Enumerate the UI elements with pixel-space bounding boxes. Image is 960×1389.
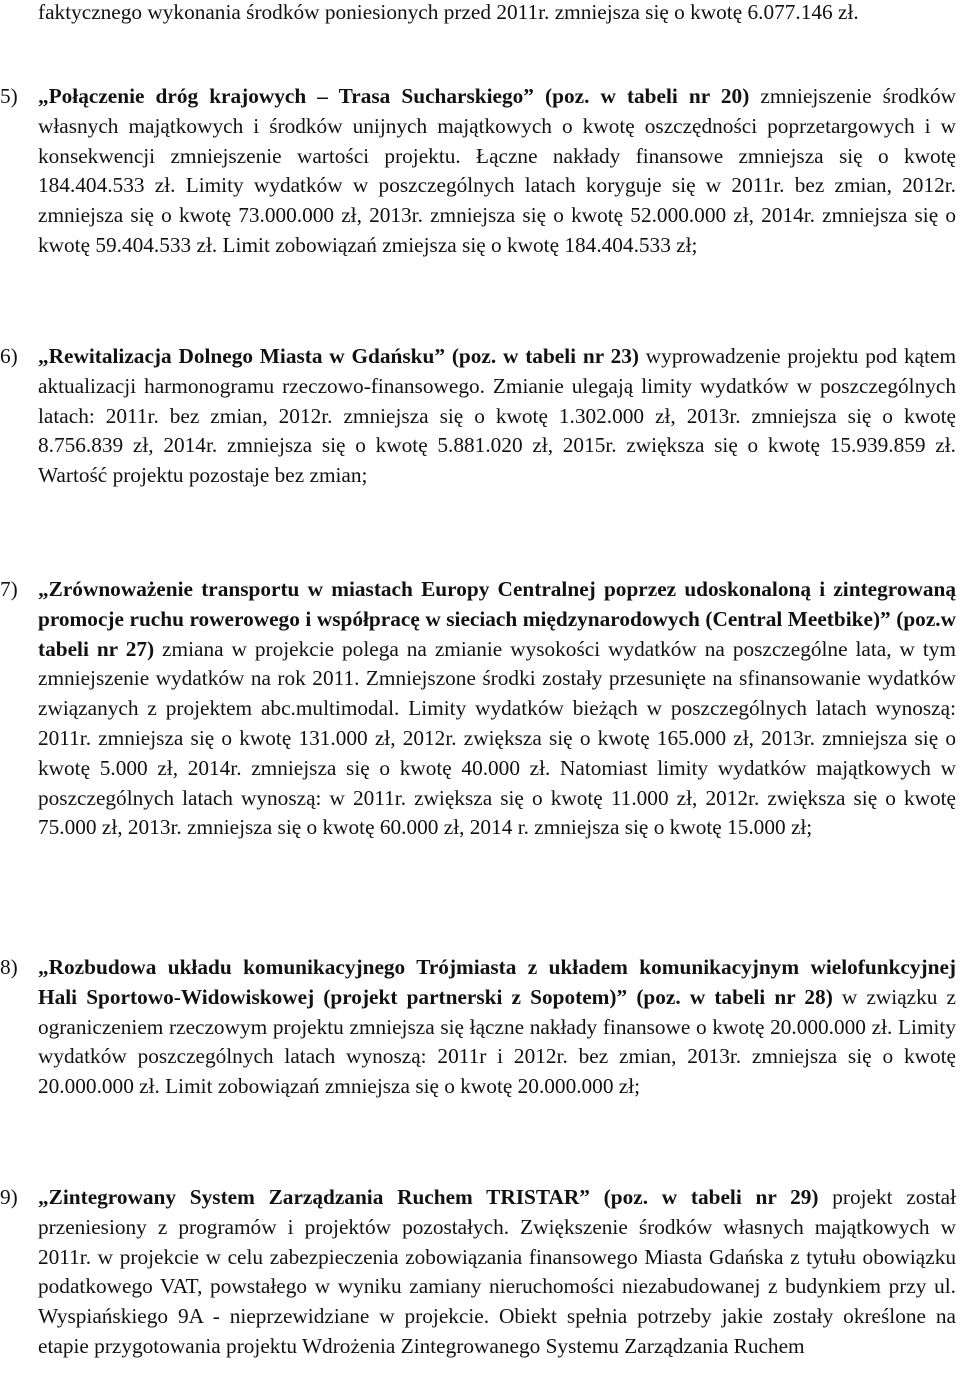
list-item-9 bbox=[0, 1183, 957, 1362]
item-number: 7) bbox=[0, 577, 18, 601]
item-paragraph bbox=[38, 342, 956, 491]
item-paragraph bbox=[38, 575, 956, 843]
item-number: 5) bbox=[0, 84, 18, 108]
item-number: 6) bbox=[0, 344, 18, 368]
item-title: „Zintegrowany System Zarządzania Ruchem TRISTAR” bbox=[38, 1185, 590, 1209]
item-title: „Zrównoważenie transportu w miastach Europy Centralnej poprzez udoskonaloną i zintegrowaną promocje ruchu rowerowego i współpracę w sieciach międzynarodowych (Central Meetbike)” bbox=[38, 577, 956, 631]
list-item-5 bbox=[0, 82, 956, 261]
list-item-7 bbox=[0, 575, 956, 843]
item-text: w związku z ograniczeniem rzeczowym projektu zmniejsza się łączne nakłady finansowe o kwotę 20.000.000 zł. Limity wydatków poszczególnych latach wynoszą: 2011r i 2012r. bez zmian, 2013r. zmniejsza się o kwotę 20.000.000 zł. Limit zobowiązań zmniejsza się o kwotę 20.000.000 zł; bbox=[38, 984, 957, 1099]
item-text: zmiana w projekcie polega na zmianie wysokości wydatków na poszczególne lata, w tym zmniejszenie wydatków na rok 2011. Zmniejszone środki zostały przesunięte na sfinansowanie wydatków związanych z projektem abc.multimodal. Limity wydatków bieżąch w poszczególnych latach wynoszą: 2011r. zmniejsza się o kwotę 131.000 zł, 2012r. zwiększa się o kwotę 165.000 zł, 2013r. zmniejsza się o kwotę 5.000 zł, 2014r. zmniejsza się o kwotę 40.000 zł. Natomiast limity wydatków majątkowych w poszczególnych latach wynoszą: w 2011r. zwiększa się o kwotę 11.000 zł, 2012r. zwiększa się o kwotę 75.000 zł, 2013r. zmniejsza się o kwotę 60.000 zł, 2014 r. zmniejsza się o kwotę 15.000 zł; bbox=[38, 636, 956, 840]
item-table-ref: (poz.w tabeli nr 27) bbox=[38, 606, 956, 661]
item-title: „Rozbudowa układu komunikacyjnego Trójmiasta z układem komunikacyjnym wielofunkcyjnej Hali Sportowo-Widowiskowej (projekt partnerski z Sopotem)” bbox=[38, 955, 956, 1009]
item-number: 8) bbox=[0, 955, 18, 979]
item-title: „Połączenie dróg krajowych – Trasa Sucharskiego” bbox=[38, 84, 534, 108]
item-title: „Rewitalizacja Dolnego Miasta w Gdańsku” bbox=[38, 344, 446, 368]
item-paragraph bbox=[38, 953, 956, 1102]
item-paragraph bbox=[38, 82, 956, 261]
item-table-ref: (poz. w tabeli nr 20) bbox=[545, 84, 750, 108]
item-table-ref: (poz. w tabeli nr 29) bbox=[603, 1185, 819, 1209]
item-paragraph bbox=[38, 1183, 956, 1362]
item-table-ref: (poz. w tabeli nr 23) bbox=[451, 344, 639, 368]
item-text: zmniejszenie środków własnych majątkowych i środków unijnych majątkowych o kwotę oszczędności poprzetargowych i w konsekwencji zmniejszenie wartości projektu. Łączne nakłady finansowe zmniejsza się o kwotę 184.404.533 zł. Limity wydatków w poszczególnych latach koryguje się w 2011r. bez zmian, 2012r. zmniejsza się o kwotę 73.000.000 zł, 2013r. zmniejsza się o kwotę 52.000.000 zł, 2014r. zmniejsza się o kwotę 59.404.533 zł. Limit zobowiązań zmiejsza się o kwotę 184.404.533 zł; bbox=[38, 84, 956, 257]
item-table-ref: (poz. w tabeli nr 28) bbox=[636, 984, 833, 1009]
item-number: 9) bbox=[0, 1185, 18, 1209]
intro-paragraph: faktycznego wykonania środków poniesionych przed 2011r. zmniejsza się o kwotę 6.077.146 zł. bbox=[38, 0, 859, 24]
list-item-8 bbox=[0, 953, 957, 1102]
list-item-6 bbox=[0, 342, 957, 491]
item-text: wyprowadzenie projektu pod kątem aktualizacji harmonogramu rzeczowo-finansowego. Zmianie ulegają limity wydatków w poszczególnych latach: 2011r. bez zmian, 2012r. zmniejsza się o kwotę 1.302.000 zł, 2013r. zmniejsza się o kwotę 8.756.839 zł, 2014r. zmniejsza się o kwotę 5.881.020 zł, 2015r. zwiększa się o kwotę 15.939.859 zł. Wartość projektu pozostaje bez zmian; bbox=[38, 344, 957, 488]
item-text: projekt został przeniesiony z programów i projektów pozostałych. Zwiększenie środków własnych majątkowych w 2011r. w projekcie w celu zabezpieczenia zobowiązania finansowego Miasta Gdańska z tytułu obowiązku podatkowego VAT, powstałego w wyniku zamiany nieruchomości niezabudowanej z budynkiem przy ul. Wyspiańskiego 9A - nieprzewidziane w projekcie. Obiekt spełnia potrzeby jakie zostały określone na etapie przygotowania projektu Wdrożenia Zintegrowanego Systemu Zarządzania Ruchem bbox=[38, 1185, 957, 1358]
